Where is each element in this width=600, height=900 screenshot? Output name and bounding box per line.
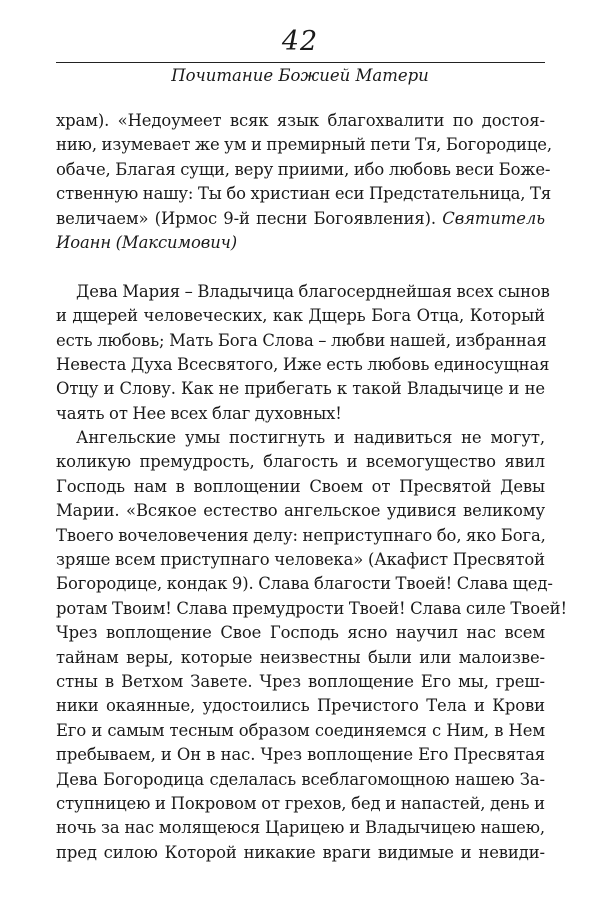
text-line: пред силою Которой никакие враги видимые и невиди- xyxy=(56,842,545,862)
text-line: нию, изумевает же ум и премирный пети Тя, Богородице, xyxy=(56,135,553,155)
text-line: Ангельские умы постигнуть и надивиться не могут, xyxy=(76,428,545,448)
text-line: Дева Мария – Владычица благосерднейшая всех сынов xyxy=(76,281,550,301)
text-line: есть любовь; Мать Бога Слова – любви нашей, избранная xyxy=(56,330,547,350)
text-line: Отцу и Слову. Как не прибегать к такой Владычице и не xyxy=(56,379,545,399)
paragraph-gap xyxy=(56,255,545,279)
text-line: ночь за нас молящеюся Царицею и Владычицею нашею, xyxy=(56,818,545,838)
text-line: Чрез воплощение Свое Господь ясно научил нас всем xyxy=(56,623,545,643)
text-line: Богородице, кондак 9). Слава благости Твоей! Слава щед- xyxy=(56,574,553,594)
text-line: тайнам веры, которые неизвестны были или малоизве- xyxy=(56,647,545,667)
text-line: Твоего вочеловечения делу: неприступнаго бо, яко Бога, xyxy=(56,525,546,545)
text-line: ротам Твоим! Слава премудрости Твоей! Слава силе Твоей! xyxy=(56,598,567,618)
text-line: чаять от Нее всех благ духовных! xyxy=(56,403,342,423)
text-line: Дева Богородица сделалась всеблагомощною нашею За- xyxy=(56,769,545,789)
text-line: пребываем, и Он в нас. Чрез воплощение Его Пресвятая xyxy=(56,745,545,765)
attribution-title: Святитель xyxy=(442,208,545,228)
text-line: ступницею и Покровом от грехов, бед и напастей, день и xyxy=(56,793,545,813)
text-line: зряше всем приступнаго человека» (Акафист Пресвятой xyxy=(56,550,545,570)
text-line: стны в Ветхом Завете. Чрез воплощение Его мы, греш- xyxy=(56,671,545,691)
text-line: Господь нам в воплощении Своем от Пресвятой Девы xyxy=(56,476,545,496)
text-line: величаем» (Ирмос 9-й песни Богоявления). xyxy=(56,208,437,228)
attribution-name: Иоанн (Максимович) xyxy=(56,232,238,252)
text-line-with-attribution xyxy=(56,207,545,231)
running-title: Почитание Божией Матери xyxy=(171,66,429,85)
text-line: храм). «Недоумеет всяк язык благохвалити по достоя- xyxy=(56,111,545,130)
header-divider xyxy=(56,62,545,63)
text-line: Марии. «Всякое естество ангельское удивися великому xyxy=(56,501,545,521)
text-line: Его и самым тесным образом соединяемся с Ним, в Нем xyxy=(56,720,545,740)
page-body xyxy=(56,109,567,865)
text-line: обаче, Благая сущи, веру приими, ибо любовь веси Боже- xyxy=(56,159,551,179)
text-line: Невеста Духа Всесвятого, Иже есть любовь единосущная xyxy=(56,354,550,374)
text-line: и дщерей человеческих, как Дщерь Бога Отца, Который xyxy=(56,306,545,326)
text-line: ственную нашу: Ты бо христиан еси Предстательница, Тя xyxy=(56,184,552,204)
text-line: коликую премудрость, благость и всемогущество явил xyxy=(56,452,545,472)
text-line: ники окаянные, удостоились Пречистого Тела и Крови xyxy=(56,696,545,716)
page-number: 42 xyxy=(281,26,319,57)
